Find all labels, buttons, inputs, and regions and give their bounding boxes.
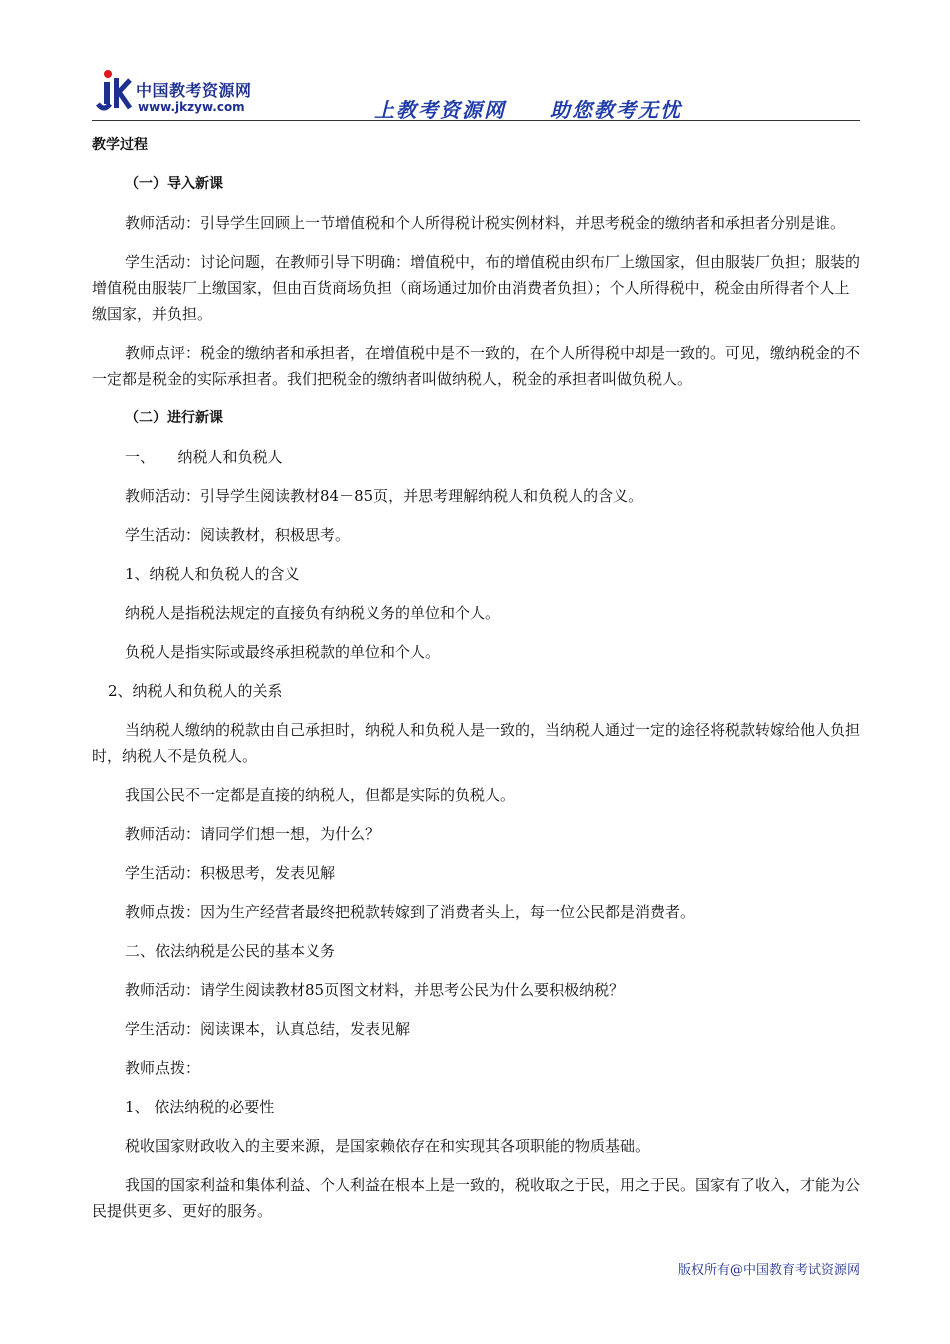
site-name: 中国教考资源网 [136, 81, 252, 100]
paragraph: 教师活动：引导学生回顾上一节增值税和个人所得税计税实例材料，并思考税金的缴纳者和承担者分别是谁。 [125, 214, 846, 232]
section-heading: （二）进行新课 [125, 410, 223, 426]
jk-logo-icon [96, 70, 130, 114]
site-url: www.jkzyw.com [138, 100, 245, 114]
copyright-footer: 版权所有@中国教育考试资源网 [677, 1263, 860, 1278]
document-body [92, 128, 860, 1237]
page-header [92, 62, 860, 121]
paragraph: 学生活动：积极思考，发表见解 [125, 864, 336, 882]
paragraph: 1、纳税人和负税人的含义 [125, 565, 300, 583]
paragraph: 教师活动：请学生阅读教材85页图文材料，并思考公民为什么要积极纳税？ [125, 981, 625, 999]
paragraph: 我国公民不一定都是直接的纳税人，但都是实际的负税人。 [125, 786, 516, 804]
paragraph: 一、 纳税人和负税人 [125, 448, 283, 466]
document-title: 教学过程 [92, 137, 148, 153]
section-heading: （一）导入新课 [125, 176, 223, 192]
paragraph: 教师点拨：因为生产经营者最终把税款转嫁到了消费者头上，每一位公民都是消费者。 [125, 903, 696, 921]
paragraph: 二、依法纳税是公民的基本义务 [125, 942, 336, 960]
paragraph: 学生活动：阅读教材，积极思考。 [125, 526, 351, 544]
paragraph: 当纳税人缴纳的税款由自己承担时，纳税人和负税人是一致的，当纳税人通过一定的途径将税款转嫁给他人负担时，纳税人不是负税人。 [92, 721, 861, 765]
paragraph: 1、 依法纳税的必要性 [125, 1098, 275, 1116]
paragraph: 纳税人是指税法规定的直接负有纳税义务的单位和个人。 [125, 604, 501, 622]
paragraph: 学生活动：讨论问题，在教师引导下明确：增值税中，布的增值税由织布厂上缴国家，但由服装厂负担；服装的增值税由服装厂上缴国家，但由百货商场负担（商场通过加价由消费者负担）；个人所得税中，税金由所得者个人上缴国家，并负担。 [92, 253, 861, 323]
paragraph: 教师活动：请同学们想一想，为什么？ [125, 825, 381, 843]
paragraph: 我国的国家利益和集体利益、个人利益在根本上是一致的，税收取之于民，用之于民。国家有了收入，才能为公民提供更多、更好的服务。 [92, 1176, 861, 1220]
paragraph: 2、纳税人和负税人的关系 [108, 682, 283, 700]
paragraph: 教师点拨： [125, 1059, 201, 1077]
header-slogan: 上教考资源网 助您教考无忧 [374, 98, 682, 122]
paragraph: 教师活动：引导学生阅读教材84－85页，并思考理解纳税人和负税人的含义。 [125, 487, 644, 505]
paragraph: 学生活动：阅读课本，认真总结，发表见解 [125, 1020, 411, 1038]
paragraph: 负税人是指实际或最终承担税款的单位和个人。 [125, 643, 441, 661]
paragraph: 税收国家财政收入的主要来源，是国家赖依存在和实现其各项职能的物质基础。 [125, 1137, 651, 1155]
paragraph: 教师点评：税金的缴纳者和承担者，在增值税中是不一致的，在个人所得税中却是一致的。可见，缴纳税金的不一定都是税金的实际承担者。我们把税金的缴纳者叫做纳税人，税金的承担者叫做负税人。 [92, 344, 861, 388]
